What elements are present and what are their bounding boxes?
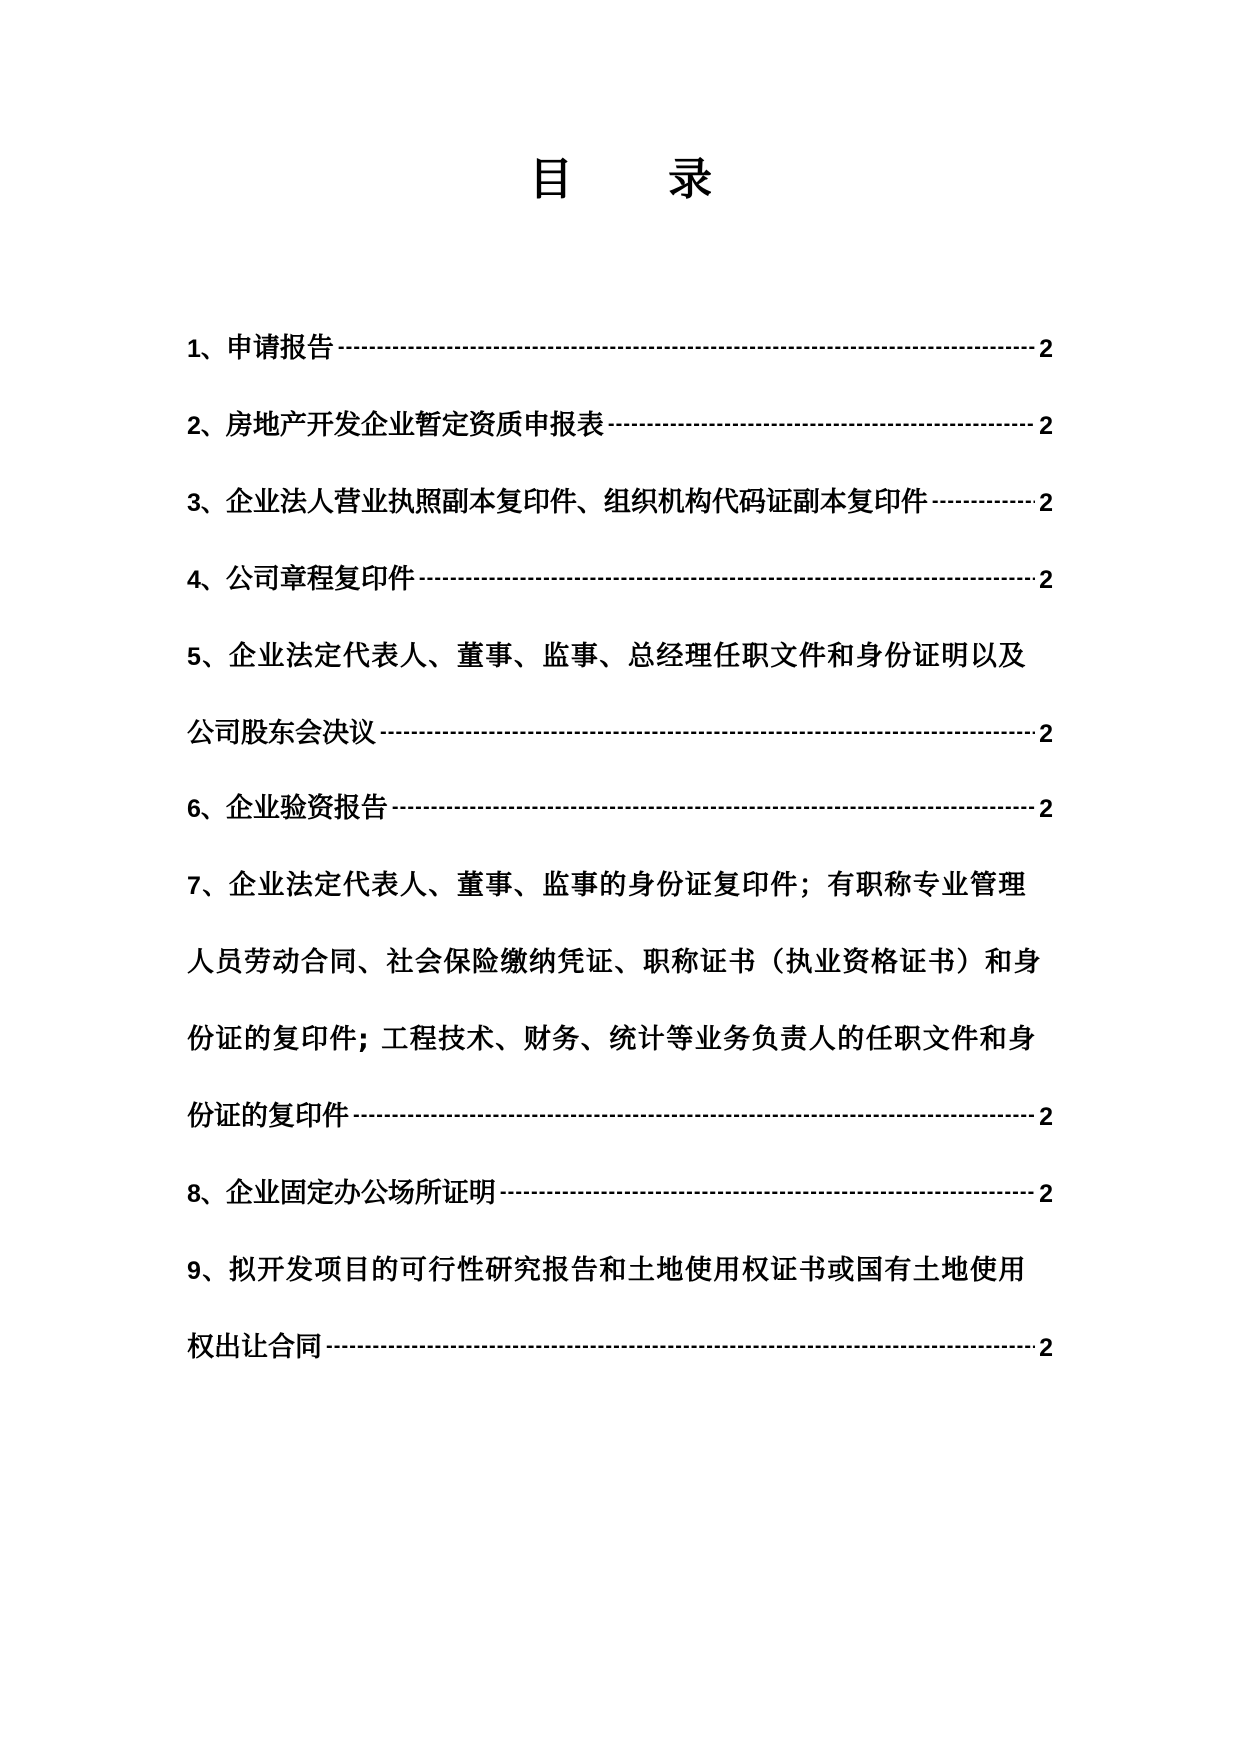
toc-entry-3[interactable] bbox=[187, 484, 1053, 522]
toc-entry-number: 5、 bbox=[187, 643, 229, 671]
toc-line bbox=[187, 715, 1053, 753]
toc-entry-8[interactable] bbox=[187, 1175, 1053, 1213]
toc-line bbox=[187, 1175, 1053, 1213]
toc-page-number: 2 bbox=[1039, 412, 1053, 440]
toc-entry-1[interactable] bbox=[187, 330, 1053, 368]
toc-page-number: 2 bbox=[1039, 566, 1053, 594]
toc-entry-5[interactable] bbox=[187, 638, 1053, 753]
toc-entry-title: 申请报告 bbox=[225, 333, 334, 364]
toc-line bbox=[187, 867, 1053, 905]
toc-line bbox=[187, 1098, 1053, 1136]
dot-leader bbox=[392, 788, 1035, 826]
toc-entry-number: 6、 bbox=[187, 795, 226, 823]
dot-leader bbox=[500, 1173, 1035, 1211]
toc-page-number: 2 bbox=[1039, 795, 1053, 823]
toc-entry-number: 4、 bbox=[187, 566, 226, 594]
toc-line bbox=[187, 330, 1053, 368]
toc-page-number: 2 bbox=[1039, 335, 1053, 363]
toc-page-number: 2 bbox=[1039, 1334, 1053, 1362]
toc-line bbox=[187, 1021, 1053, 1059]
toc-line bbox=[187, 944, 1053, 982]
toc-entry-title-continued: 份证的复印件; 工程技术、财务、统计等业务负责人的任职文件和身 bbox=[187, 1024, 1037, 1055]
toc-entry-number: 8、 bbox=[187, 1180, 226, 1208]
toc-entry-title: 企业法定代表人、董事、监事、总经理任职文件和身份证明以及 bbox=[228, 641, 1027, 672]
toc-entry-title-continued: 公司股东会决议 bbox=[187, 718, 376, 749]
toc-entry-4[interactable] bbox=[187, 561, 1053, 599]
dot-leader bbox=[338, 328, 1035, 366]
toc-line bbox=[187, 561, 1053, 599]
toc-entry-title: 企业法人营业执照副本复印件、组织机构代码证副本复印件 bbox=[225, 487, 928, 518]
toc-page-number: 2 bbox=[1039, 1103, 1053, 1131]
dot-leader bbox=[608, 405, 1035, 443]
toc-page-number: 2 bbox=[1039, 720, 1053, 748]
toc-entry-title: 企业法定代表人、董事、监事的身份证复印件；有职称专业管理 bbox=[228, 870, 1027, 901]
table-of-contents bbox=[187, 330, 1053, 1406]
toc-entry-number: 1、 bbox=[187, 335, 226, 363]
dot-leader bbox=[326, 1327, 1035, 1365]
dot-leader bbox=[353, 1096, 1035, 1134]
toc-line bbox=[187, 638, 1053, 676]
toc-line bbox=[187, 1329, 1053, 1367]
toc-entry-number: 3、 bbox=[187, 489, 226, 517]
toc-entry-6[interactable] bbox=[187, 790, 1053, 828]
toc-line bbox=[187, 1252, 1053, 1290]
toc-entry-title-continued: 份证的复印件 bbox=[187, 1101, 349, 1132]
toc-line bbox=[187, 484, 1053, 522]
toc-page-number: 2 bbox=[1039, 1180, 1053, 1208]
toc-entry-number: 7、 bbox=[187, 872, 229, 900]
toc-page-number: 2 bbox=[1039, 489, 1053, 517]
toc-entry-7[interactable] bbox=[187, 867, 1053, 1136]
page-title: 目 录 bbox=[528, 154, 753, 205]
toc-line bbox=[187, 790, 1053, 828]
dot-leader bbox=[419, 559, 1035, 597]
toc-entry-9[interactable] bbox=[187, 1252, 1053, 1367]
toc-entry-2[interactable] bbox=[187, 407, 1053, 445]
toc-entry-title-continued: 人员劳动合同、社会保险缴纳凭证、职称证书（执业资格证书）和身 bbox=[187, 947, 1042, 978]
dot-leader bbox=[932, 482, 1035, 520]
toc-entry-title: 房地产开发企业暂定资质申报表 bbox=[225, 410, 604, 441]
toc-entry-number: 9、 bbox=[187, 1257, 229, 1285]
toc-entry-title: 企业固定办公场所证明 bbox=[225, 1178, 496, 1209]
toc-entry-title: 拟开发项目的可行性研究报告和土地使用权证书或国有土地使用 bbox=[228, 1255, 1027, 1286]
toc-entry-title: 公司章程复印件 bbox=[225, 564, 415, 595]
toc-entry-number: 2、 bbox=[187, 412, 226, 440]
toc-line bbox=[187, 407, 1053, 445]
toc-entry-title: 企业验资报告 bbox=[225, 793, 388, 824]
dot-leader bbox=[380, 713, 1035, 751]
toc-entry-title-continued: 权出让合同 bbox=[187, 1332, 322, 1363]
